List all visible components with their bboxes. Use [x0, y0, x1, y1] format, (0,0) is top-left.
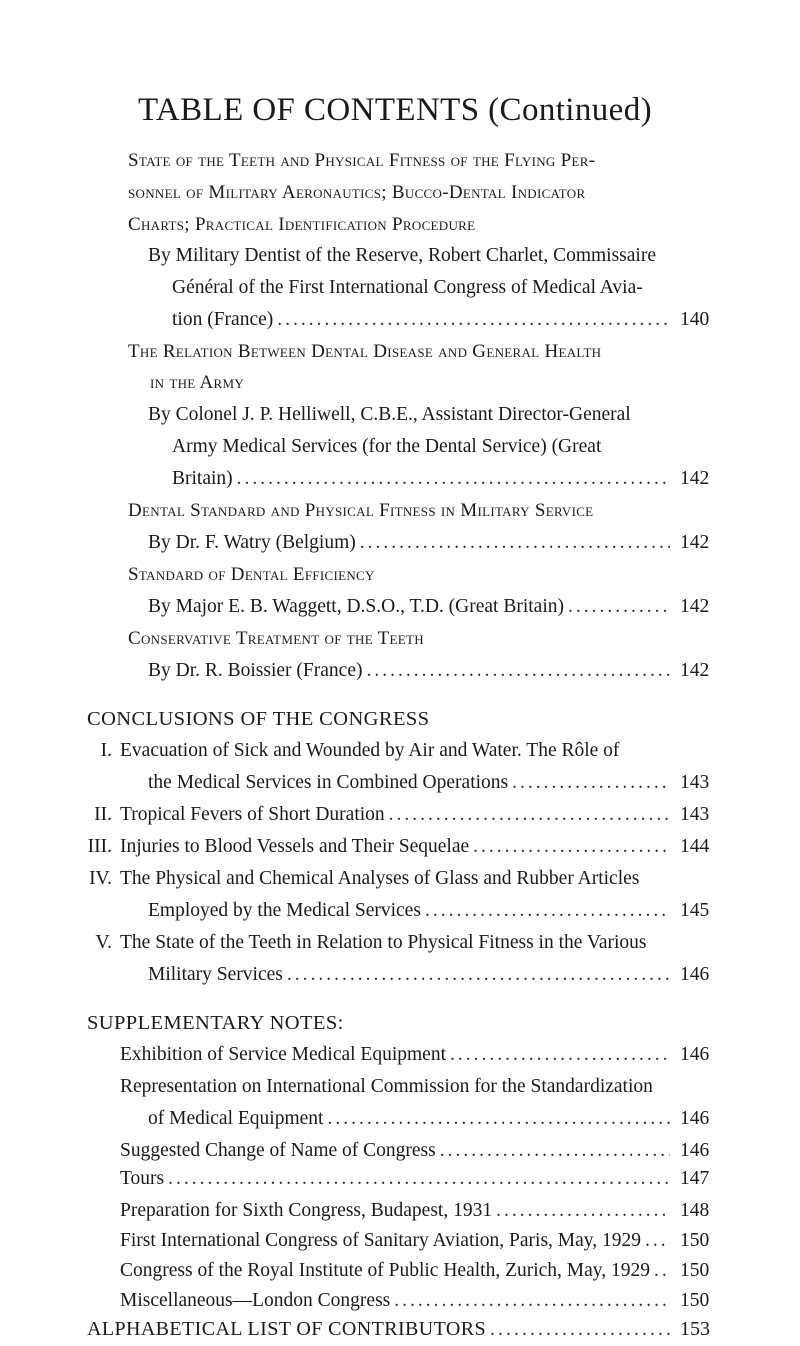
supplementary-item-2-line1: Representation on International Commission for the Standardization: [120, 1076, 653, 1097]
entry-author-relation-line2: Army Medical Services (for the Dental Service) (Great: [172, 436, 602, 457]
toc-row-standard: [148, 532, 720, 554]
toc-row-supplementary-7: [120, 1260, 720, 1282]
page-number: 150: [680, 1230, 710, 1251]
dot-leader: [394, 1290, 670, 1312]
toc-row-conclusion-2: [120, 804, 720, 826]
dot-leader: [237, 468, 670, 490]
page-number: 150: [680, 1260, 710, 1281]
dot-leader: [450, 1044, 670, 1066]
supplementary-item-5: Preparation for Sixth Congress, Budapest, 1931: [120, 1200, 493, 1221]
entry-author-flying-line1: By Military Dentist of the Reserve, Robert Charlet, Commissaire: [148, 245, 656, 266]
entry-title-conservative: Conservative Treatment of the Teeth: [128, 628, 424, 649]
conclusion-item-1-line2: the Medical Services in Combined Operations: [148, 772, 509, 793]
dot-leader: [389, 804, 670, 826]
page-number: 144: [680, 836, 710, 857]
item-number: IV.: [89, 868, 112, 889]
page-number: 147: [680, 1168, 710, 1189]
conclusion-item-3-line1: Injuries to Blood Vessels and Their Sequelae: [120, 836, 470, 857]
section-heading-supplementary: SUPPLEMENTARY NOTES:: [87, 1012, 344, 1034]
toc-row-conclusion-3: [120, 836, 720, 858]
supplementary-item-3: Suggested Change of Name of Congress: [120, 1140, 436, 1161]
toc-row-conclusion-5: [148, 964, 720, 986]
page-number: 146: [680, 1108, 710, 1129]
dot-leader: [425, 900, 670, 922]
dot-leader: [473, 836, 670, 858]
toc-row-alphabetical: [87, 1318, 720, 1341]
toc-row-conclusion-4: [148, 900, 720, 922]
dot-leader: [327, 1108, 670, 1130]
entry-author-efficiency: By Major E. B. Waggett, D.S.O., T.D. (Great Britain): [148, 596, 564, 617]
page-number: 148: [680, 1200, 710, 1221]
entry-title-relation-line2: in the Army: [150, 372, 245, 393]
dot-leader: [168, 1168, 670, 1190]
toc-row-efficiency: [148, 596, 720, 618]
page-number: 142: [680, 468, 710, 489]
toc-row-flying: [172, 309, 720, 331]
conclusion-item-2-line1: Tropical Fevers of Short Duration: [120, 804, 385, 825]
entry-title-relation-line1: The Relation Between Dental Disease and General Health: [128, 341, 602, 362]
item-number: III.: [87, 836, 112, 857]
entry-author-relation-line3: Britain): [172, 468, 233, 489]
dot-leader: [366, 660, 670, 682]
page-number: 153: [680, 1318, 710, 1340]
dot-leader: [496, 1200, 670, 1222]
toc-row-supplementary-5: [120, 1200, 720, 1222]
dot-leader: [654, 1260, 670, 1282]
conclusion-item-4-line2: Employed by the Medical Services: [148, 900, 421, 921]
toc-row-supplementary-8: [120, 1290, 720, 1312]
entry-title-standard: Dental Standard and Physical Fitness in Military Service: [128, 500, 594, 521]
page-number: 140: [680, 309, 710, 330]
toc-row-supplementary-1: [120, 1044, 720, 1066]
dot-leader: [568, 596, 670, 618]
item-number: V.: [95, 932, 112, 953]
entry-title-flying-line2: sonnel of Military Aeronautics; Bucco-Dental Indicator: [128, 182, 586, 203]
entry-title-flying-line1: State of the Teeth and Physical Fitness of the Flying Per-: [128, 150, 596, 171]
dot-leader: [360, 532, 670, 554]
conclusion-item-5-line2: Military Services: [148, 964, 283, 985]
dot-leader: [287, 964, 670, 986]
toc-row-supplementary-2: [148, 1108, 720, 1130]
section-heading-conclusions: CONCLUSIONS OF THE CONGRESS: [87, 708, 430, 730]
page-number: 150: [680, 1290, 710, 1311]
entry-title-efficiency: Standard of Dental Efficiency: [128, 564, 375, 585]
toc-row-relation: [172, 468, 720, 490]
supplementary-item-1: Exhibition of Service Medical Equipment: [120, 1044, 447, 1065]
toc-row-supplementary-3: [120, 1140, 720, 1162]
page-number: 145: [680, 900, 710, 921]
item-number: II.: [94, 804, 112, 825]
supplementary-item-2-line2: of Medical Equipment: [148, 1108, 324, 1129]
page-number: 142: [680, 532, 710, 553]
entry-author-relation-line1: By Colonel J. P. Helliwell, C.B.E., Assistant Director-General: [148, 404, 631, 425]
page-number: 143: [680, 804, 710, 825]
conclusion-item-5-line1: The State of the Teeth in Relation to Physical Fitness in the Various: [120, 932, 647, 953]
toc-row-conclusion-1: [148, 772, 720, 794]
page-number: 146: [680, 1044, 710, 1065]
dot-leader: [440, 1140, 670, 1162]
entry-author-conservative: By Dr. R. Boissier (France): [148, 660, 363, 681]
entry-author-flying-line2: Général of the First International Congress of Medical Avia-: [172, 277, 643, 298]
dot-leader: [490, 1318, 670, 1341]
entry-title-flying-line3: Charts; Practical Identification Procedure: [128, 214, 476, 235]
entry-author-standard: By Dr. F. Watry (Belgium): [148, 532, 356, 553]
toc-row-conservative: [148, 660, 720, 682]
page-number: 142: [680, 596, 710, 617]
supplementary-item-4: Tours: [120, 1168, 165, 1189]
dot-leader: [277, 309, 670, 331]
item-number: I.: [100, 740, 112, 761]
toc-row-supplementary-4: [120, 1168, 720, 1190]
conclusion-item-1-line1: Evacuation of Sick and Wounded by Air and Water. The Rôle of: [120, 740, 620, 761]
page-number: 146: [680, 964, 710, 985]
page-number: 142: [680, 660, 710, 681]
page-title: TABLE OF CONTENTS (Continued): [138, 92, 653, 128]
supplementary-item-6: First International Congress of Sanitary Aviation, Paris, May, 1929: [120, 1230, 642, 1251]
toc-row-supplementary-6: [120, 1230, 720, 1252]
section-heading-alphabetical: ALPHABETICAL LIST OF CONTRIBUTORS: [87, 1318, 486, 1340]
entry-author-flying-line3: tion (France): [172, 309, 274, 330]
dot-leader: [645, 1230, 670, 1252]
conclusion-item-4-line1: The Physical and Chemical Analyses of Glass and Rubber Articles: [120, 868, 640, 889]
dot-leader: [512, 772, 670, 794]
supplementary-item-8: Miscellaneous—London Congress: [120, 1290, 391, 1311]
page-number: 146: [680, 1140, 710, 1161]
page-number: 143: [680, 772, 710, 793]
supplementary-item-7: Congress of the Royal Institute of Public Health, Zurich, May, 1929: [120, 1260, 651, 1281]
